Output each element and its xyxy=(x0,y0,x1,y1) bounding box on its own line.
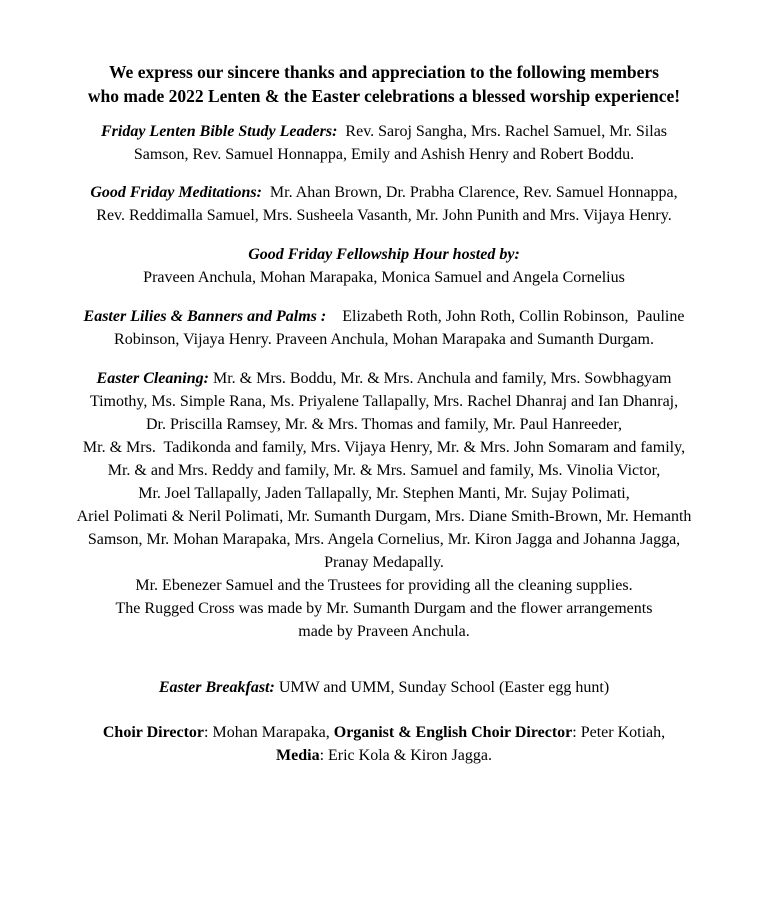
choir-director-text: : Mohan Marapaka, xyxy=(204,724,334,741)
cleaning-section xyxy=(0,367,768,643)
lilies-section xyxy=(0,305,768,351)
fellowship-text: Praveen Anchula, Mohan Marapaka, Monica Samuel and Angela Cornelius xyxy=(143,269,625,286)
bible-study-label: Friday Lenten Bible Study Leaders: xyxy=(100,123,338,140)
cleaning-line: Mr. Joel Tallapally, Jaden Tallapally, Mr. Stephen Manti, Mr. Sujay Polimati, xyxy=(138,485,630,502)
meditations-section xyxy=(0,181,768,227)
cleaning-line: Timothy, Ms. Simple Rana, Ms. Priyalene Tallapally, Mrs. Rachel Dhanraj and Ian Dhanraj, xyxy=(89,393,679,410)
lilies-label: Easter Lilies & Banners and Palms : xyxy=(83,308,327,325)
organist-label: Organist & English Choir Director xyxy=(333,724,573,741)
fellowship-label: Good Friday Fellowship Hour hosted by: xyxy=(248,246,520,263)
cleaning-line: Pranay Medapally. xyxy=(324,554,444,571)
breakfast-text: UMW and UMM, Sunday School (Easter egg hunt) xyxy=(274,679,610,696)
media-text: : Eric Kola & Kiron Jagga. xyxy=(319,747,492,764)
heading-line-2: who made 2022 Lenten & the Easter celebrations a blessed worship experience! xyxy=(87,86,681,106)
lilies-text-2: Robinson, Vijaya Henry. Praveen Anchula, Mohan Marapaka and Sumanth Durgam. xyxy=(114,331,654,348)
cleaning-line: Ariel Polimati & Neril Polimati, Mr. Sumanth Durgam, Mrs. Diane Smith-Brown, Mr. Hemanth xyxy=(76,508,692,525)
bible-study-text-2: Samson, Rev. Samuel Honnappa, Emily and Ashish Henry and Robert Boddu. xyxy=(133,146,635,163)
cleaning-line: Mr. & Mrs. Tadikonda and family, Mrs. Vijaya Henry, Mr. & Mrs. John Somaram and family, xyxy=(82,439,686,456)
fellowship-section xyxy=(0,243,768,289)
media-label: Media xyxy=(276,747,320,764)
page-heading xyxy=(0,60,768,108)
meditations-label: Good Friday Meditations: xyxy=(90,184,262,201)
breakfast-section xyxy=(0,676,768,699)
cleaning-line: The Rugged Cross was made by Mr. Sumanth Durgam and the flower arrangements xyxy=(115,600,653,617)
heading-line-1: We express our sincere thanks and appreciation to the following members xyxy=(109,62,659,82)
meditations-text-1: Mr. Ahan Brown, Dr. Prabha Clarence, Rev. Samuel Honnappa, xyxy=(261,184,678,201)
cleaning-line: Samson, Mr. Mohan Marapaka, Mrs. Angela Cornelius, Mr. Kiron Jagga and Johanna Jagga, xyxy=(87,531,681,548)
organist-text: : Peter Kotiah, xyxy=(572,724,666,741)
breakfast-label: Easter Breakfast: xyxy=(158,679,275,696)
lilies-text-1: Elizabeth Roth, John Roth, Collin Robinson, Pauline xyxy=(326,308,685,325)
cleaning-line: Mr. & Mrs. Boddu, Mr. & Mrs. Anchula and family, Mrs. Sowbhagyam xyxy=(208,370,672,387)
music-section xyxy=(0,721,768,767)
cleaning-line: Mr. & and Mrs. Reddy and family, Mr. & Mrs. Samuel and family, Ms. Vinolia Victor, xyxy=(107,462,661,479)
cleaning-line: Dr. Priscilla Ramsey, Mr. & Mrs. Thomas and family, Mr. Paul Hanreeder, xyxy=(145,416,623,433)
cleaning-line: Mr. Ebenezer Samuel and the Trustees for providing all the cleaning supplies. xyxy=(135,577,633,594)
bible-study-text-1: Rev. Saroj Sangha, Mrs. Rachel Samuel, Mr. Silas xyxy=(337,123,668,140)
meditations-text-2: Rev. Reddimalla Samuel, Mrs. Susheela Vasanth, Mr. John Punith and Mrs. Vijaya Henry. xyxy=(96,207,672,224)
cleaning-line: made by Praveen Anchula. xyxy=(298,623,470,640)
bible-study-section xyxy=(0,120,768,166)
choir-director-label: Choir Director xyxy=(102,724,205,741)
cleaning-label: Easter Cleaning: xyxy=(96,370,209,387)
